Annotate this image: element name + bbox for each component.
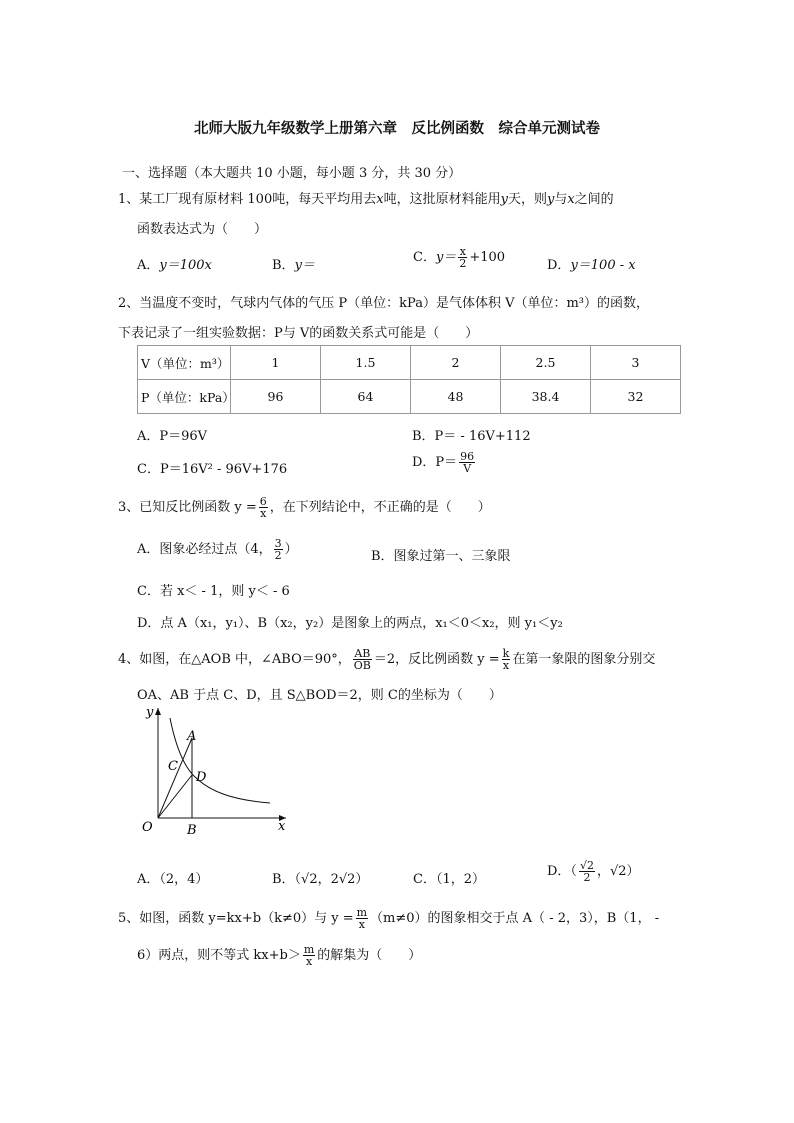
q1-option-a[interactable] [137,254,212,273]
point-label-a: A [187,729,197,744]
q1-option-a-label: A． [137,258,160,273]
table-cell: 32 [591,380,681,414]
point-label-d: D [196,770,207,785]
q5-stem-part: （m≠0）的图象相交于点 A（ - 2，3），B（1， - [370,911,660,926]
q2-option-b[interactable]: B．P＝ - 16V+112 [412,429,531,444]
table-cell: 2.5 [501,346,591,380]
hyperbola-curve [170,718,270,803]
q1-option-c-label: C． [413,250,436,265]
table-header-cell: P（单位：kPa） [138,380,231,414]
q1-stem-part: 天，则 [507,192,547,207]
fraction-numerator: m [356,906,368,919]
fraction-numerator: x [459,245,466,258]
q3-fraction [259,496,268,519]
fraction-denominator: OB [353,659,371,672]
section-heading: 一、选择题（本大题共 10 小题，每小题 3 分，共 30 分） [122,166,462,181]
question-5-stem [118,907,659,930]
q4-stem-part: 在第一象限的图象分别交 [512,652,656,667]
q4-option-d-label: D．（ [547,864,577,879]
table-cell: 2 [411,346,501,380]
q1-option-c-expr: y＝ [435,250,457,265]
point-label-o: O [142,820,153,835]
q1-var-y: y [500,192,508,207]
question-5-stem-line2 [137,944,421,967]
fraction-denominator: x [502,659,510,672]
q3-option-a-text: A．图象必经过点（4， [137,542,272,557]
segment-oa [158,738,192,818]
table-row [138,380,681,414]
q1-stem-part: 1、某工厂现有原材料 100吨，每天平均用去 [118,192,377,207]
fraction-denominator: 2 [274,549,282,562]
q5-fraction [356,907,368,930]
q1-option-b-label: B． [272,258,295,273]
q4-fraction [502,648,511,671]
fraction-denominator: x [358,918,365,931]
table-cell: 64 [321,380,411,414]
q3-stem-part: 3、已知反比例函数 y = [118,500,257,515]
table-cell: 1 [231,346,321,380]
q2-option-d[interactable] [412,451,477,474]
fraction-denominator: V [463,462,472,475]
fraction-denominator: 2 [459,257,467,270]
q2-option-d-label: D．P＝ [412,455,458,470]
q5-stem-part: 的解集为（ ） [317,948,422,963]
page-title: 北师大版九年级数学上册第六章 反比例函数 综合单元测试卷 [194,121,600,137]
question-1-stem [118,188,614,207]
q5-fraction [303,944,315,967]
question-2-stem: 2、当温度不变时，气球内气体的气压 P（单位：kPa）是气体体积 V（单位：m³）的函数， [118,296,650,311]
point-label-b: B [187,823,197,838]
q1-option-d-label: D． [547,258,571,273]
fraction-numerator: 3 [274,537,282,550]
q4-stem-part: 4、如图，在△AOB 中，∠ABO＝90°， [118,652,351,667]
axis-label-x: x [278,819,286,834]
q3-option-a-fraction [274,538,283,561]
question-4-stem-line2: OA、AB 于点 C、D，且 S△BOD＝2，则 C的坐标为（ ） [137,688,502,703]
q1-stem-part: 吨，这批原材料能用 [383,192,501,207]
q3-option-d[interactable]: D．点 A（x₁，y₁）、B（x₂，y₂）是图象上的两点，x₁＜0＜x₂，则 y₁＜y₂ [137,616,563,631]
q3-option-c[interactable]: C．若 x＜ - 1，则 y＜ - 6 [137,584,290,599]
q3-option-a-tail: ） [284,542,298,557]
q3-option-b[interactable]: B．图象过第一、三象限 [371,549,511,564]
q1-stem-part: 之间的 [574,192,614,207]
q1-option-b-expr: y＝ [294,258,315,273]
fraction-denominator: x [260,507,267,520]
q1-option-a-expr: y＝100x [159,258,212,273]
q4-option-b[interactable]: B．（√2，2√2） [272,872,369,887]
question-3-stem [118,496,491,519]
fraction-denominator: 2 [583,871,591,884]
data-table [137,345,681,414]
q1-option-d-expr: y＝100 - x [570,258,636,273]
q5-stem-part: 6）两点，则不等式 kx+b＞ [137,948,301,963]
q1-option-c-tail: +100 [469,250,506,265]
fraction-numerator: 96 [460,450,475,463]
q4-option-d-fraction [579,860,595,883]
y-axis-arrow [155,708,161,715]
table-cell: 1.5 [321,346,411,380]
fraction-numerator: k [502,647,510,660]
fraction-numerator: √2 [579,859,594,872]
q1-var-y: y [546,192,555,207]
axis-label-y: y [146,705,154,720]
q4-option-d-tail: ，√2） [596,864,640,879]
q1-option-d[interactable] [547,254,636,273]
fraction-numerator: m [303,943,315,956]
question-2-stem-line2: 下表记录了一组实验数据：P与 V的函数关系式可能是（ ） [118,326,479,341]
question-4-figure [128,700,293,840]
fraction-numerator: 6 [259,495,267,508]
q1-var-x: x [376,192,384,207]
table-cell: 48 [411,380,501,414]
table-row [138,346,681,380]
q4-option-a[interactable]: A．（2，4） [137,872,209,887]
q4-stem-part: ＝2，反比例函数 y = [373,652,500,667]
q4-option-c[interactable]: C．（1，2） [413,872,485,887]
q1-option-c[interactable] [413,246,505,269]
q1-var-x: x [567,192,575,207]
q3-option-a[interactable] [137,538,298,561]
fraction-denominator: x [305,955,313,968]
table-cell: 96 [231,380,321,414]
q1-stem-part: 与 [554,192,568,207]
point-label-c: C [168,759,178,774]
q2-option-d-fraction [459,451,475,474]
question-1-stem-line2: 函数表达式为（ ） [137,222,268,237]
q1-option-b[interactable] [272,254,315,273]
q2-option-c[interactable]: C．P＝16V² - 96V+176 [137,462,288,477]
segment-od [158,775,192,818]
table-cell: 38.4 [501,380,591,414]
table-header-cell: V（单位：m³） [138,346,231,380]
q2-option-a[interactable]: A．P＝96V [137,429,208,444]
fraction-numerator: AB [354,647,371,660]
q4-fraction [353,648,372,671]
q4-option-d[interactable] [547,860,640,883]
q1-option-c-fraction [458,246,467,269]
table-cell: 3 [591,346,681,380]
q3-stem-part: ，在下列结论中，不正确的是（ ） [269,500,491,515]
q5-stem-part: 5、如图，函数 y=kx+b（k≠0）与 y = [118,911,354,926]
question-4-stem [118,648,655,671]
